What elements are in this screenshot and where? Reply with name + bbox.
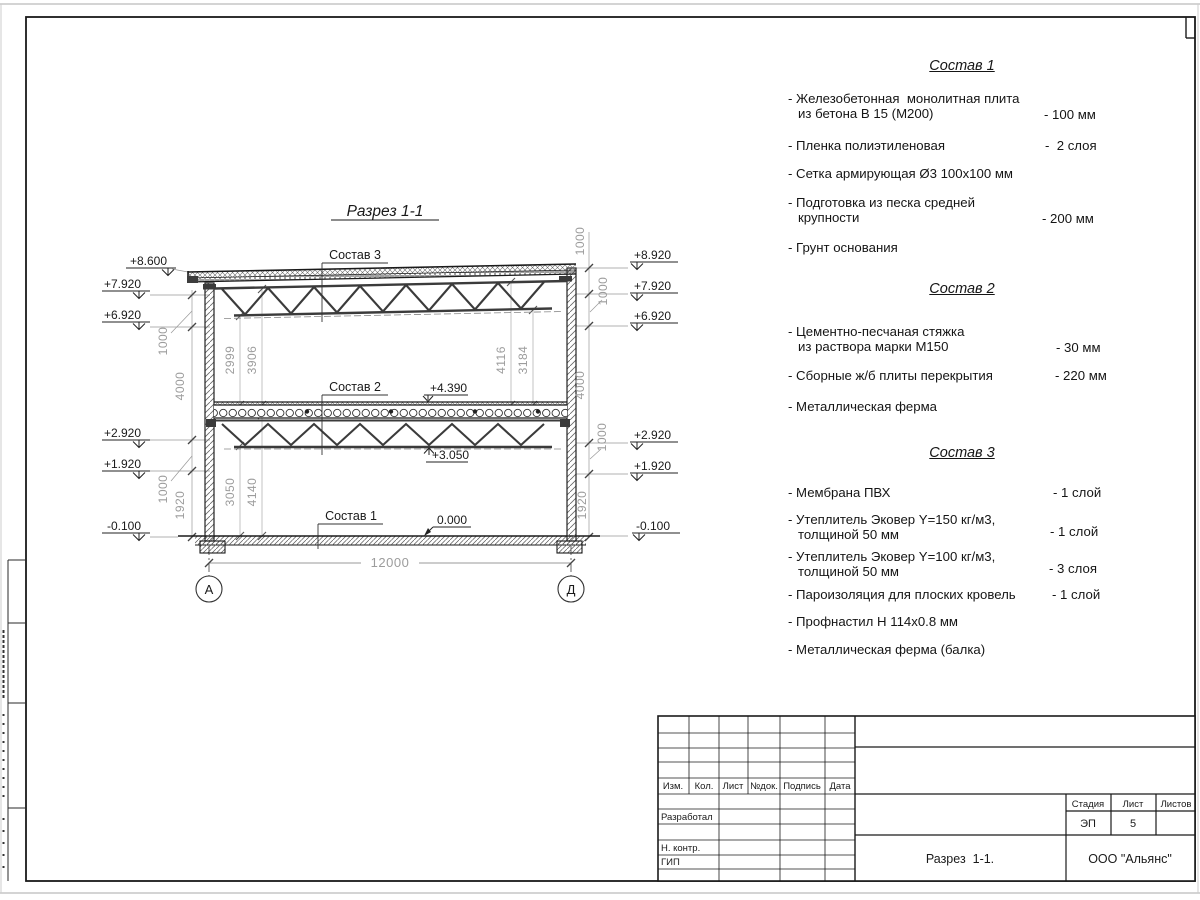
elev-left-1: +7.920 xyxy=(103,277,141,291)
comp1-item2-value: - 2 слоя xyxy=(1045,138,1097,153)
corner-box xyxy=(1186,17,1195,38)
comp2-item2-l1: - Сборные ж/б плиты перекрытия xyxy=(788,368,993,383)
axis-left xyxy=(196,576,222,602)
comp3-item1-l1: - Мембрана ПВХ xyxy=(788,485,891,500)
tb-col-data: Дата xyxy=(829,781,851,792)
comp1-item4-l2: крупности xyxy=(798,210,860,225)
axis-right xyxy=(558,576,584,602)
comp1-item1-l2: из бетона В 15 (М200) xyxy=(798,106,934,121)
level-zero: 0.000 xyxy=(437,513,468,527)
comp1-item3-l1: - Сетка армирующая Ø3 100х100 мм xyxy=(788,166,1013,181)
title-block xyxy=(658,716,1195,881)
tb-sheet-header: Лист xyxy=(1122,799,1144,810)
comp1-item4-l1: - Подготовка из песка средней xyxy=(788,195,975,210)
elev-left-4: +1.920 xyxy=(103,457,141,471)
left-stamp-strip xyxy=(4,560,27,881)
dim-right-3: 1000 xyxy=(595,422,609,452)
dim-left-1: 4000 xyxy=(173,371,187,401)
elev-right-5: -0.100 xyxy=(636,519,671,533)
elev-right-1: +7.920 xyxy=(634,279,672,293)
tb-col-kol: Кол. xyxy=(694,781,714,792)
ground-slab xyxy=(178,536,600,553)
comp3-item4-value: - 1 слой xyxy=(1052,587,1101,602)
dim-int-2: 4116 xyxy=(494,346,508,374)
elev-left-2: +6.920 xyxy=(103,308,141,322)
elev-right-2: +6.920 xyxy=(634,309,672,323)
elev-left-3: +2.920 xyxy=(103,426,141,440)
level-slab: +4.390 xyxy=(430,381,468,395)
dim-int-0: 2999 xyxy=(223,345,237,375)
elev-left-5: -0.100 xyxy=(106,519,141,533)
comp3-item1-value: - 1 слой xyxy=(1053,485,1102,500)
section-title: Разрез 1-1 xyxy=(346,203,424,220)
section-texts xyxy=(102,203,680,570)
label-sostav-2: Состав 2 xyxy=(329,380,381,394)
comp3-item2-l1: - Утеплитель Эковер Y=150 кг/м3, xyxy=(788,512,996,527)
composition-2-title: Состав 2 xyxy=(929,281,995,297)
section-structure xyxy=(178,264,600,602)
tb-stage-header: Стадия xyxy=(1071,799,1105,810)
comp3-item6-l1: - Металлическая ферма (балка) xyxy=(788,642,986,657)
roof xyxy=(187,264,576,283)
dim-int-5: 4140 xyxy=(245,477,259,507)
comp1-item4-value: - 200 мм xyxy=(1042,211,1094,226)
composition-1-title: Состав 1 xyxy=(929,58,995,74)
tb-doc-title: Разрез 1-1. xyxy=(925,852,995,866)
tb-col-izm: Изм. xyxy=(662,781,684,792)
floor-truss xyxy=(206,419,570,449)
comp3-item3-l2: толщиной 50 мм xyxy=(798,564,899,579)
dim-int-3: 3184 xyxy=(516,345,530,375)
comp3-item5-l1: - Профнастил Н 114х0.8 мм xyxy=(788,614,958,629)
tb-sheet-value: 5 xyxy=(1129,818,1137,830)
tb-stage-value: ЭП xyxy=(1080,818,1096,830)
elev-right-3: +2.920 xyxy=(634,428,672,442)
floor-slab xyxy=(214,402,567,418)
span-dimension: 12000 xyxy=(370,555,410,570)
tb-sheets-header: Листов xyxy=(1160,799,1192,810)
tb-col-podpis: Подпись xyxy=(783,781,821,792)
comp3-item2-l2: толщиной 50 мм xyxy=(798,527,899,542)
tb-org-name: ООО "Альянс" xyxy=(1088,852,1172,866)
label-sostav-3: Состав 3 xyxy=(329,248,381,262)
comp1-item2-l1: - Пленка полиэтиленовая xyxy=(788,138,945,153)
dim-right-2: 4000 xyxy=(573,370,587,400)
comp1-item1-l1: - Железобетонная монолитная плита xyxy=(788,91,1020,106)
comp2-item1-value: - 30 мм xyxy=(1056,340,1101,355)
comp3-item3-value: - 3 слоя xyxy=(1049,561,1097,576)
comp1-item5-l1: - Грунт основания xyxy=(788,240,898,255)
dim-int-4: 3050 xyxy=(223,477,237,507)
dim-left-0: 1000 xyxy=(156,326,170,356)
tb-row-developed: Разработал xyxy=(661,812,713,823)
tb-col-list: Лист xyxy=(722,781,744,792)
dim-right-1: 1000 xyxy=(596,276,610,306)
comp1-item1-value: - 100 мм xyxy=(1044,107,1096,122)
comp3-item3-l1: - Утеплитель Эковер Y=100 кг/м3, xyxy=(788,549,996,564)
left-wall xyxy=(205,283,214,541)
dim-right-4: 1920 xyxy=(575,490,589,520)
dim-right-0: 1000 xyxy=(573,226,587,256)
dim-int-1: 3906 xyxy=(245,345,259,375)
axis-left-label: А xyxy=(204,582,214,597)
level-chord: +3.050 xyxy=(432,448,470,462)
roof-truss xyxy=(203,276,572,319)
comp2-item1-l2: из раствора марки М150 xyxy=(798,339,949,354)
comp2-item2-value: - 220 мм xyxy=(1055,368,1107,383)
comp2-item1-l1: - Цементно-песчаная стяжка xyxy=(788,324,965,339)
comp3-item2-value: - 1 слой xyxy=(1050,524,1099,539)
composition-3-title: Состав 3 xyxy=(929,445,995,461)
elev-right-4: +1.920 xyxy=(634,459,672,473)
elev-left-0: +8.600 xyxy=(129,254,167,268)
label-sostav-1: Состав 1 xyxy=(325,509,377,523)
tb-row-gip: ГИП xyxy=(661,857,680,868)
axis-right-label: Д xyxy=(566,582,576,597)
elev-right-0: +8.920 xyxy=(634,248,672,262)
tb-row-ncontr: Н. контр. xyxy=(661,843,701,854)
elevations-right xyxy=(630,262,680,541)
comp3-item4-l1: - Пароизоляция для плоских кровель xyxy=(788,587,1016,602)
dim-left-3: 1920 xyxy=(173,490,187,520)
dim-left-2: 1000 xyxy=(156,474,170,504)
comp2-item3-l1: - Металлическая ферма xyxy=(788,399,937,414)
tb-col-doc: №док. xyxy=(750,781,778,792)
